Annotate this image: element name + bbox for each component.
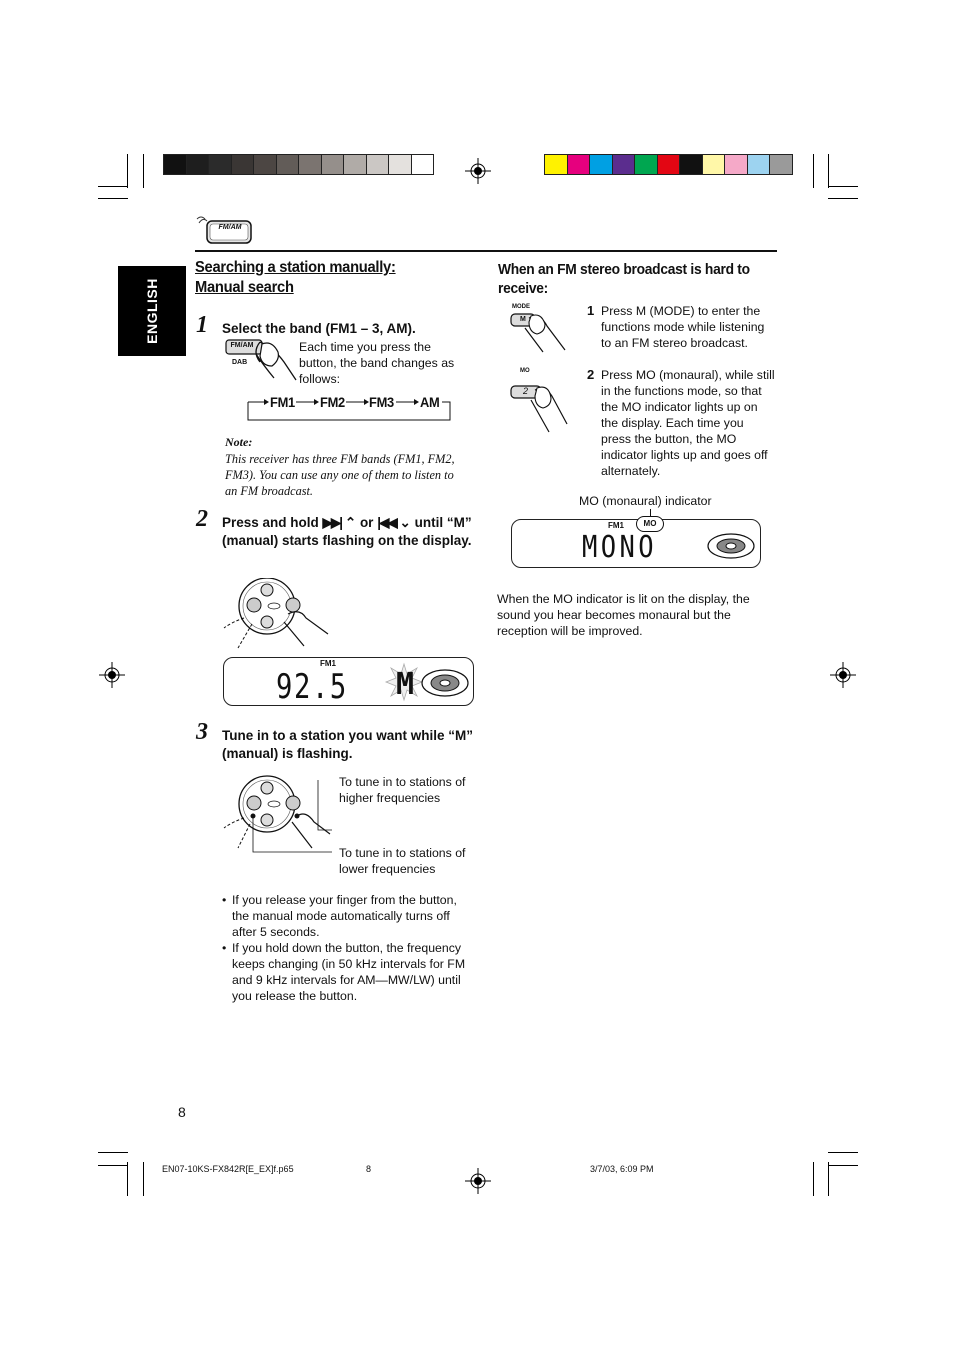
mo-indicator: MO [636, 516, 664, 532]
footer-file: EN07-10KS-FX842R[E_EX]f.p65 [162, 1164, 294, 1174]
color-swatch [366, 154, 390, 175]
footer-date: 3/7/03, 6:09 PM [590, 1164, 654, 1174]
crop-mark [98, 1165, 128, 1166]
step-number: 3 [196, 719, 208, 745]
color-swatch [321, 154, 345, 175]
band-cycle-item: FM2 [320, 394, 345, 410]
step-text: Press MO (monaural), while still in the functions mode, so that the MO indicator lights up on the display. Each time you press the button, the MO indicator lights up and goes off alternately. [601, 368, 775, 478]
language-tab [118, 266, 186, 356]
note-label: Note: [225, 435, 253, 449]
band-indicator: FM1 [608, 521, 624, 530]
chevron-up-icon: ⌃ [344, 515, 357, 530]
step-text: Press M (MODE) to enter the functions mode while listening to an FM stereo broadcast. [601, 304, 765, 350]
frequency-display: 92.5 [276, 667, 348, 707]
color-swatch [724, 154, 748, 175]
button-label: MODE [512, 304, 530, 310]
crop-mark [828, 1162, 829, 1196]
color-swatch [163, 154, 187, 175]
crop-mark [127, 1162, 128, 1196]
rewind-icon: |◀◀ [377, 515, 396, 530]
color-swatch [186, 154, 210, 175]
section-title: When an FM stereo broadcast is hard to receive: [498, 261, 750, 297]
step-description: Each time you press the button, the band changes as follows: [299, 340, 455, 386]
crop-mark [143, 1162, 144, 1196]
tips-list [222, 892, 477, 1004]
band-cycle-item: AM [420, 394, 440, 410]
note-text: This receiver has three FM bands (FM1, FM2, FM3). You can use any one of them to listen to an FM broadcast. [225, 452, 455, 498]
color-swatch [612, 154, 636, 175]
step-heading: Tune in to a station you want while “M” (manual) is flashing. [222, 728, 474, 761]
band-cycle-diagram [246, 394, 452, 422]
color-swatch [231, 154, 255, 175]
button-label: FM/AM [230, 342, 254, 349]
button-sublabel: DAB [232, 359, 248, 366]
color-swatch [276, 154, 300, 175]
crop-mark [98, 1152, 128, 1153]
band-cycle-item: FM1 [270, 394, 295, 410]
crop-mark [98, 198, 128, 199]
callout-lower: To tune in to stations of lower frequencies [339, 846, 466, 876]
color-swatch [747, 154, 771, 175]
section-title: Searching a station manually: Manual search [195, 259, 396, 296]
registration-mark-icon [465, 158, 491, 184]
section-rule [195, 250, 777, 252]
color-swatch [702, 154, 726, 175]
registration-mark-icon [830, 662, 856, 688]
step-heading: Press and hold ▶▶| ⌃ or |◀◀ ⌄ until “M” (manual) starts flashing on the display. [222, 515, 472, 548]
crop-mark [98, 186, 128, 187]
crop-mark [828, 186, 858, 187]
mo-button-illustration [507, 366, 569, 438]
footer-page: 8 [366, 1164, 372, 1174]
band-icon-label: FM/AM [218, 224, 242, 231]
control-dial-callout-illustration [222, 774, 342, 856]
mono-display: MONO [582, 530, 658, 565]
footnote: When the MO indicator is lit on the display, the sound you hear becomes monaural but the reception will be improved. [497, 592, 750, 638]
list-item: • If you hold down the button, the frequency keeps changing (in 50 kHz intervals for FM and 9 kHz intervals for AM—MW/LW) until you release the button. [222, 940, 477, 1004]
step-number: 2 [587, 367, 595, 382]
crop-mark [143, 154, 144, 188]
color-swatch [208, 154, 232, 175]
callout-higher: To tune in to stations of higher frequencies [339, 775, 466, 805]
color-swatch [388, 154, 412, 175]
button-label: MO [520, 368, 530, 374]
manual-mode-indicator: M [396, 667, 415, 702]
button-key: M [520, 316, 526, 323]
crop-mark [828, 1152, 858, 1153]
step-number: 2 [196, 506, 208, 532]
page-number: 8 [178, 1104, 186, 1120]
color-swatch [411, 154, 435, 175]
crop-mark [813, 1162, 814, 1196]
registration-mark-icon [99, 662, 125, 688]
crop-mark [127, 154, 128, 188]
disc-animation-icon [706, 532, 756, 560]
band-cycle-item: FM3 [369, 394, 394, 410]
button-key: 2 [523, 386, 529, 396]
color-swatch [657, 154, 681, 175]
crop-mark [828, 154, 829, 188]
color-swatch [544, 154, 568, 175]
step-heading: Select the band (FM1 – 3, AM). [222, 321, 416, 336]
color-swatch [343, 154, 367, 175]
band-indicator: FM1 [320, 659, 336, 668]
chevron-down-icon: ⌄ [399, 515, 411, 530]
crop-mark [828, 1165, 858, 1166]
color-swatch [769, 154, 793, 175]
display-lcd [511, 519, 761, 568]
step-number: 1 [587, 303, 595, 318]
registration-mark-icon [465, 1168, 491, 1194]
color-swatch [589, 154, 613, 175]
color-swatch [253, 154, 277, 175]
color-swatch [567, 154, 591, 175]
list-item: • If you release your finger from the button, the manual mode automatically turns off after 5 seconds. [222, 892, 477, 940]
crop-mark [828, 198, 858, 199]
step-number: 1 [196, 312, 208, 338]
color-swatch [634, 154, 658, 175]
crop-mark [813, 154, 814, 188]
control-dial-illustration [222, 578, 334, 650]
fast-forward-icon: ▶▶| [322, 515, 342, 530]
disc-animation-icon [420, 668, 470, 698]
color-swatch [679, 154, 703, 175]
indicator-caption: MO (monaural) indicator [579, 494, 712, 508]
color-swatch [298, 154, 322, 175]
language-label: ENGLISH [143, 278, 160, 344]
display-lcd [223, 657, 474, 706]
